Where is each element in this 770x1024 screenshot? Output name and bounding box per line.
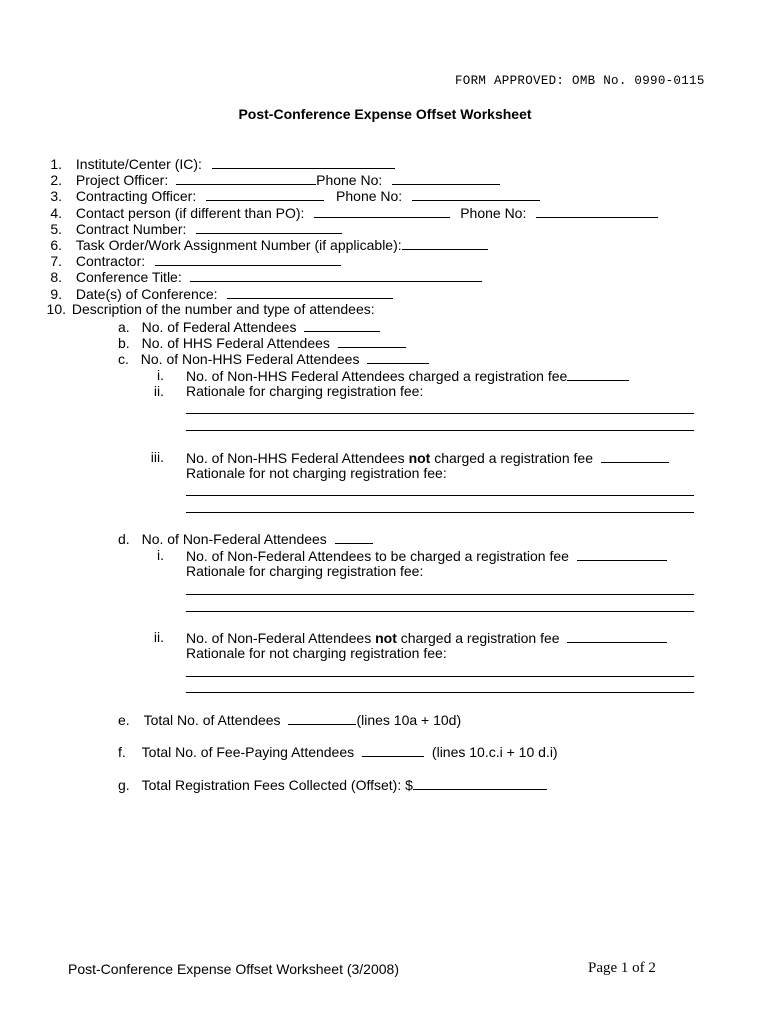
form-title: Post-Conference Expense Offset Worksheet (238, 106, 532, 122)
non-federal-not-charged-label-end: charged a registration fee (396, 630, 560, 646)
project-officer-label: Project Officer: (75, 172, 169, 188)
not-charging-rationale-line-1[interactable] (186, 495, 694, 496)
item-number: 4. (50, 205, 62, 221)
non-hhs-charged-field[interactable] (567, 367, 629, 381)
contracting-officer-field[interactable] (206, 187, 324, 201)
nonfed-not-charging-rationale-line-2[interactable] (186, 692, 694, 693)
federal-attendees-field[interactable] (304, 318, 380, 332)
item-number: 3. (50, 188, 62, 204)
omb-approval-number: FORM APPROVED: OMB No. 0990-0115 (455, 74, 705, 88)
non-hhs-federal-attendees-field[interactable] (367, 350, 429, 364)
institute-field[interactable] (212, 155, 395, 169)
conference-title-field[interactable] (190, 268, 482, 282)
sub-letter: g. (118, 777, 130, 793)
item-10g (118, 776, 547, 794)
contracting-officer-phone-label: Phone No: (336, 188, 403, 204)
non-hhs-federal-attendees-label: No. of Non-HHS Federal Attendees (140, 351, 360, 367)
contact-person-label: Contact person (if different than PO): (75, 205, 305, 221)
item-number: 9. (50, 286, 62, 302)
contractor-label: Contractor: (75, 253, 146, 269)
nonfed-not-charging-rationale-line-1[interactable] (186, 676, 694, 677)
fee-paying-formula: (lines 10.c.i + 10 d.i) (431, 744, 558, 760)
contracting-officer-label: Contracting Officer: (75, 188, 197, 204)
charging-rationale-label: Rationale for charging registration fee: (186, 383, 424, 399)
non-federal-charged-field[interactable] (577, 547, 667, 561)
task-order-field[interactable] (402, 236, 488, 250)
footer-page-number: Page 1 of 2 (588, 960, 656, 976)
task-order-label: Task Order/Work Assignment Number (if applicable): (75, 237, 402, 253)
hhs-federal-attendees-label: No. of HHS Federal Attendees (141, 335, 330, 351)
contract-number-label: Contract Number: (75, 221, 187, 237)
fee-paying-attendees-field[interactable] (362, 743, 424, 757)
item-number: 8. (50, 269, 62, 285)
item-number: 2. (50, 172, 62, 188)
sub-letter: e. (118, 712, 130, 728)
non-hhs-not-charged-field[interactable] (601, 449, 669, 463)
non-hhs-charged-label: No. of Non-HHS Federal Attendees charged a registration fee (186, 368, 568, 384)
item-8 (40, 268, 482, 286)
project-officer-phone-label: Phone No: (316, 172, 383, 188)
sub-letter: d. (118, 531, 130, 547)
charging-rationale-line-1[interactable] (186, 413, 694, 414)
roman-numeral: i. (157, 367, 164, 383)
not-emphasis: not (375, 630, 397, 646)
non-federal-attendees-field[interactable] (335, 530, 373, 544)
not-charging-rationale-label: Rationale for not charging registration fee: (186, 465, 447, 481)
contact-person-phone-label: Phone No: (460, 205, 527, 221)
item-number: 10. (46, 301, 66, 317)
hhs-federal-attendees-field[interactable] (338, 334, 406, 348)
roman-numeral: iii. (150, 449, 164, 465)
not-emphasis: not (408, 450, 431, 466)
attendees-description-label: Description of the number and type of attendees: (71, 301, 375, 317)
total-fees-field[interactable] (413, 776, 547, 790)
contractor-field[interactable] (155, 252, 341, 266)
item-10e (118, 711, 461, 729)
non-hhs-not-charged-label-start: No. of Non-HHS Federal Attendees (186, 450, 409, 466)
contracting-officer-phone-field[interactable] (412, 187, 540, 201)
non-federal-not-charged-field[interactable] (567, 629, 667, 643)
nonfed-charging-rationale-line-2[interactable] (186, 611, 694, 612)
item-3 (40, 187, 540, 205)
not-charging-rationale-line-2[interactable] (186, 512, 694, 513)
item-10c (118, 350, 429, 368)
sub-letter: b. (118, 335, 130, 351)
roman-numeral: ii. (153, 629, 164, 645)
not-charging-rationale-label: Rationale for not charging registration fee: (186, 645, 447, 661)
conference-title-label: Conference Title: (75, 269, 182, 285)
sub-letter: a. (118, 319, 130, 335)
project-officer-phone-field[interactable] (392, 171, 500, 185)
contact-person-field[interactable] (314, 204, 450, 218)
item-number: 6. (50, 237, 62, 253)
total-attendees-label: Total No. of Attendees (143, 712, 281, 728)
footer-form-name: Post-Conference Expense Offset Worksheet (3/2008) (68, 961, 399, 977)
roman-numeral: ii. (153, 383, 164, 399)
item-number: 1. (50, 156, 62, 172)
charging-rationale-line-2[interactable] (186, 430, 694, 431)
item-10 (40, 301, 375, 318)
roman-numeral: i. (157, 547, 164, 563)
sub-letter: f. (118, 744, 126, 760)
non-federal-attendees-label: No. of Non-Federal Attendees (141, 531, 327, 547)
contact-person-phone-field[interactable] (536, 204, 658, 218)
project-officer-field[interactable] (176, 171, 316, 185)
contract-number-field[interactable] (196, 220, 342, 234)
item-10d (118, 530, 373, 548)
nonfed-charging-rationale-line-1[interactable] (186, 594, 694, 595)
non-federal-charged-label: No. of Non-Federal Attendees to be charged a registration fee (186, 548, 569, 564)
non-hhs-not-charged-label-end: charged a registration fee (430, 450, 593, 466)
total-attendees-field[interactable] (288, 711, 356, 725)
total-attendees-formula: (lines 10a + 10d) (356, 712, 462, 728)
conference-dates-label: Date(s) of Conference: (75, 286, 218, 302)
conference-dates-field[interactable] (227, 285, 393, 299)
fee-paying-attendees-label: Total No. of Fee-Paying Attendees (141, 744, 355, 760)
total-fees-label: Total Registration Fees Collected (Offset): $ (141, 777, 413, 793)
federal-attendees-label: No. of Federal Attendees (141, 319, 297, 335)
item-number: 5. (50, 221, 62, 237)
sub-letter: c. (118, 351, 129, 367)
institute-label: Institute/Center (IC): (75, 156, 202, 172)
charging-rationale-label: Rationale for charging registration fee: (186, 563, 424, 579)
item-10f (118, 743, 558, 761)
item-number: 7. (50, 253, 62, 269)
non-federal-not-charged-label-start: No. of Non-Federal Attendees (186, 630, 376, 646)
